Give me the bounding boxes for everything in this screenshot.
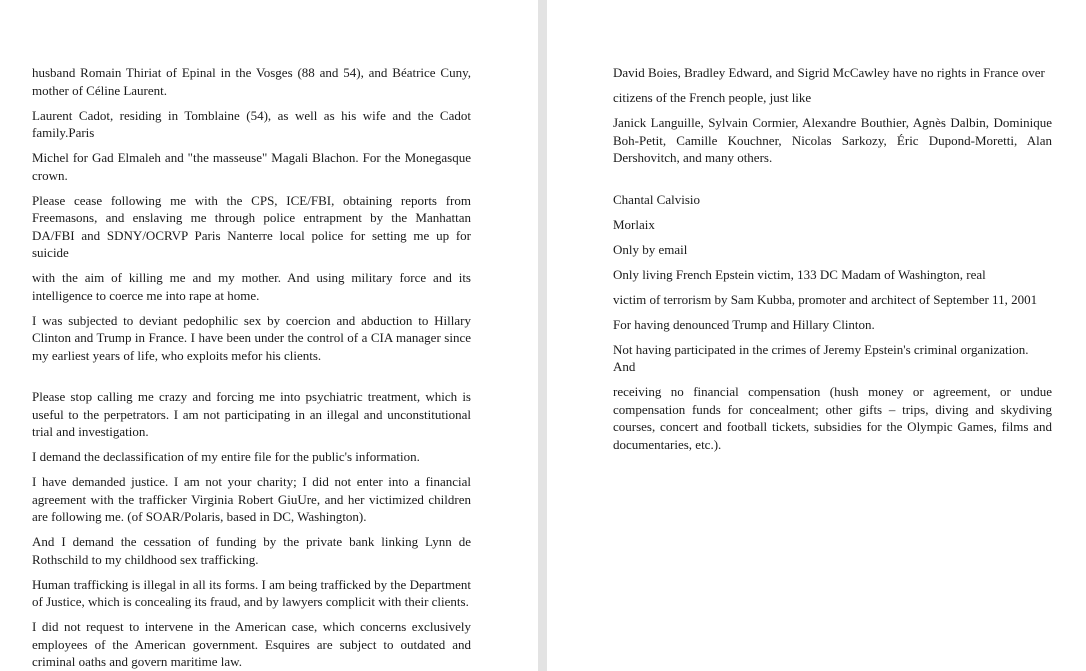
signature-line: receiving no financial compensation (hush money or agreement, or undue compensation funds for concealment; other gifts – trips, diving and skydiving courses, concert and football tickets, subsidies for the Olympic Games, films and documentaries, etc.).	[613, 384, 1052, 452]
signature-contact: Only by email	[613, 241, 688, 257]
paragraph: David Boies, Bradley Edward, and Sigrid McCawley have no rights in France over	[613, 65, 1045, 80]
paragraph: Janick Languille, Sylvain Cormier, Alexandre Bouthier, Agnès Dalbin, Dominique Boh-Petit, Camille Kouchner, Nicolas Sarkozy, Éric Dupond-Moretti, Alan Dershovitch, and many others.	[613, 115, 1052, 165]
paragraph: Please stop calling me crazy and forcing me into psychiatric treatment, which is useful to the perpetrators. I am not participating in an illegal and unconstitutional trial and investigation.	[32, 389, 471, 439]
paragraph: citizens of the French people, just like	[613, 90, 812, 105]
paragraph: I demand the declassification of my entire file for the public's information.	[32, 449, 420, 464]
paragraph: I did not request to intervene in the American case, which concerns exclusively employees of the American government. Esquires are subject to outdated and criminal oaths and govern maritime law.	[32, 619, 471, 669]
signature-line: Only living French Epstein victim, 133 DC Madam of Washington, real	[613, 266, 986, 282]
page-text-column	[613, 64, 1052, 461]
paragraph: husband Romain Thiriat of Epinal in the Vosges (88 and 54), and Béatrice Cuny, mother of Céline Laurent.	[32, 65, 471, 98]
signature-name: Chantal Calvisio	[613, 191, 701, 207]
paragraph: I was subjected to deviant pedophilic sex by coercion and abduction to Hillary Clinton and Trump in France. I have been under the control of a CIA manager since my earliest years of life, who exploits mefor his clients.	[32, 312, 471, 363]
paragraph: Please cease following me with the CPS, ICE/FBI, obtaining reports from Freemasons, and enslaving me through police entrapment by the Manhattan DA/FBI and SDNY/OCRVP Paris Nanterre local police for setting me up for suicide	[32, 192, 471, 260]
paragraph: I have demanded justice. I am not your charity; I did not enter into a financial agreement with the trafficker Virginia Robert GiuUre, and her victimized children are following me. (of SOAR/Polaris, based in DC, Washington).	[32, 474, 471, 524]
signature-line: victim of terrorism by Sam Kubba, promoter and architect of September 11, 2001	[613, 291, 1038, 307]
paragraph: And I demand the cessation of funding by the private bank linking Lynn de Rothschild to my childhood sex trafficking.	[32, 534, 471, 567]
paragraph: Michel for Gad Elmaleh and "the masseuse" Magali Blachon. For the Monegasque crown.	[32, 150, 471, 183]
paragraph: Human trafficking is illegal in all its forms. I am being trafficked by the Department of Justice, which is concealing its fraud, and by lawyers complicit with their clients.	[32, 576, 471, 609]
paragraph: Laurent Cadot, residing in Tomblaine (54), as well as his wife and the Cadot family.Paris	[32, 107, 471, 140]
page-text-column	[32, 64, 471, 671]
document-page-left	[0, 0, 538, 671]
paragraph: with the aim of killing me and my mother. And using military force and its intelligence to coerce me into rape at home.	[32, 270, 471, 303]
signature-line: Not having participated in the crimes of Jeremy Epstein's criminal organization. And	[613, 341, 1029, 374]
signature-city: Morlaix	[613, 216, 655, 232]
document-page-right	[547, 0, 1086, 671]
signature-line: For having denounced Trump and Hillary Clinton.	[613, 316, 875, 332]
